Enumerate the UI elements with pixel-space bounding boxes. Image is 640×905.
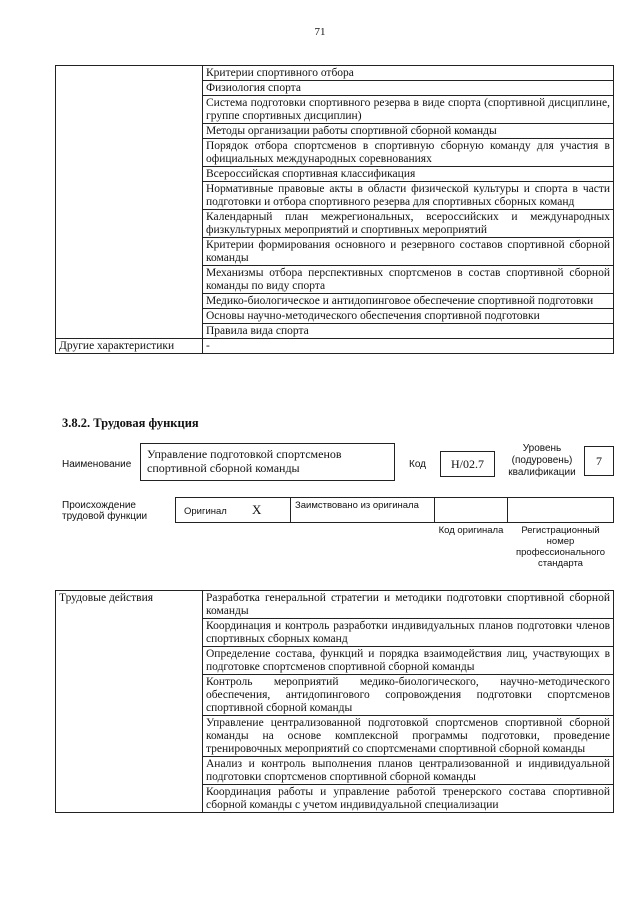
borrowed-cell xyxy=(290,497,435,523)
knowledge-table xyxy=(55,65,614,354)
action-item: Определение состава, функций и порядка взаимодействия лиц, участвующих в подготовке спортсменов спортивной сборной команды xyxy=(203,647,614,675)
knowledge-item: Нормативные правовые акты в области физической культуры и спорта в части подготовки и отбора спортивного резерва для спортивных сборных команд xyxy=(203,182,614,210)
level-value: 7 xyxy=(596,454,602,468)
action-item: Контроль мероприятий медико-биологического, научно-методического обеспечения, антидопингового сопровождения подготовки спортсменов спортивной сборной команды xyxy=(203,675,614,716)
other-characteristics-value: - xyxy=(203,339,614,354)
reg-number-cell xyxy=(507,497,614,523)
knowledge-item: Методы организации работы спортивной сборной команды xyxy=(203,124,614,139)
action-item: Управление централизованной подготовкой спортсменов спортивной сборной команды на основе комплексной программы подготовки, проведение тренировочных мероприятий со спортсменами спортивной сборной команды xyxy=(203,716,614,757)
knowledge-item: Критерии формирования основного и резервного составов спортивной сборной команды xyxy=(203,238,614,266)
other-characteristics-row xyxy=(56,339,614,354)
original-label: Оригинал xyxy=(184,506,227,517)
knowledge-item: Система подготовки спортивного резерва в виде спорта (спортивной дисциплине, группе спортивных дисциплин) xyxy=(203,96,614,124)
knowledge-label-cell xyxy=(56,66,203,339)
function-code-value: H/02.7 xyxy=(451,457,484,471)
name-label: Наименование xyxy=(62,459,132,470)
section-title: 3.8.2. Трудовая функция xyxy=(62,416,199,430)
knowledge-item: Порядок отбора спортсменов в спортивную сборную команду для участия в официальных международных соревнованиях xyxy=(203,139,614,167)
action-item: Разработка генеральной стратегии и методики подготовки спортивной сборной команды xyxy=(203,591,614,619)
knowledge-item: Физиология спорта xyxy=(203,81,614,96)
actions-label: Трудовые действия xyxy=(56,591,203,813)
knowledge-item: Механизмы отбора перспективных спортсменов в состав спортивной сборной команды по виду спорта xyxy=(203,266,614,294)
page-number: 71 xyxy=(314,26,326,38)
function-code-box xyxy=(440,451,495,477)
knowledge-item: Медико-биологическое и антидопинговое обеспечение спортивной подготовки xyxy=(203,294,614,309)
original-mark: X xyxy=(252,502,262,517)
function-name-value: Управление подготовкой спортсменов спортивной сборной команды xyxy=(147,447,342,475)
knowledge-item: Правила вида спорта xyxy=(203,324,614,339)
action-item: Координация работы и управление работой тренерского состава спортивной сборной команды с учетом индивидуальной специализации xyxy=(203,785,614,813)
origin-row xyxy=(175,497,614,523)
actions-table xyxy=(55,590,614,813)
code-original-cell xyxy=(434,497,508,523)
code-label: Код xyxy=(409,459,427,470)
code-original-caption: Код оригинала xyxy=(438,525,504,536)
action-row xyxy=(56,591,614,619)
borrowed-label: Заимствовано из оригинала xyxy=(295,500,419,511)
action-item: Координация и контроль разработки индивидуальных планов подготовки членов спортивных сборных команд xyxy=(203,619,614,647)
knowledge-item: Основы научно-методического обеспечения спортивной подготовки xyxy=(203,309,614,324)
origin-label: Происхождение трудовой функции xyxy=(62,500,148,522)
other-characteristics-label: Другие характеристики xyxy=(56,339,203,354)
knowledge-item: Критерии спортивного отбора xyxy=(203,66,614,81)
original-cell xyxy=(175,497,291,523)
level-box xyxy=(584,446,614,476)
knowledge-item: Календарный план межрегиональных, всероссийских и международных физкультурных мероприятий и спортивных мероприятий xyxy=(203,210,614,238)
action-item: Анализ и контроль выполнения планов централизованной и индивидуальной подготовки спортсменов спортивной сборной команды xyxy=(203,757,614,785)
function-name-box xyxy=(140,443,395,481)
knowledge-row xyxy=(56,66,614,81)
knowledge-item: Всероссийская спортивная классификация xyxy=(203,167,614,182)
level-label: Уровень (подуровень) квалификации xyxy=(508,443,576,478)
reg-number-caption: Регистрационный номер профессионального стандарта xyxy=(516,525,605,569)
